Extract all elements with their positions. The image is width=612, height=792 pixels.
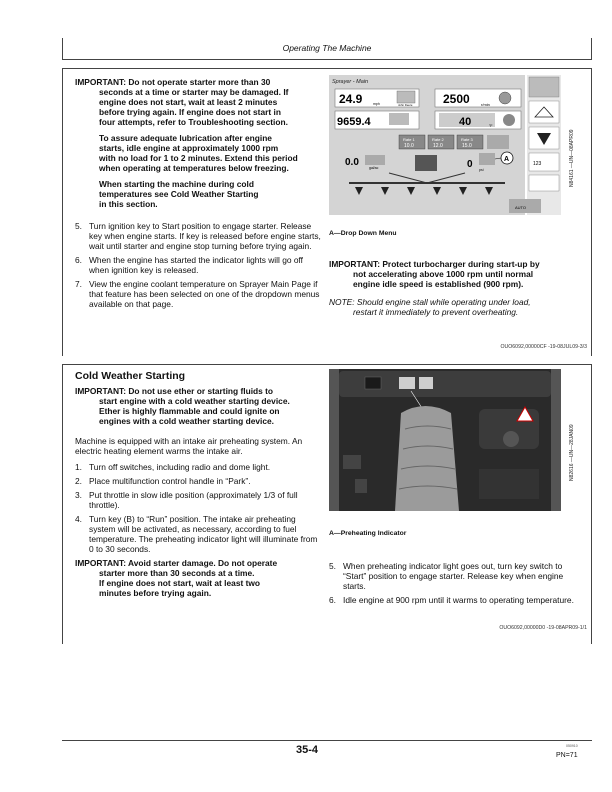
list-item: 6. When the engine has started the indicator lights will go off when ignition key is released. [75, 255, 303, 275]
display-figure [329, 75, 575, 215]
page-header [62, 38, 592, 60]
list-item: 5. When preheating indicator light goes out, turn key switch to “Start” position to engage starter. Release key when engine starts. [329, 561, 564, 591]
page-header-title: Operating The Machine [282, 43, 372, 53]
svg-text:12.0: 12.0 [433, 143, 443, 149]
list-item: 5. Turn ignition key to Start position to engage starter. Release key when engine starts. If key is released before engine starts, wait until starter and engine stop turning before trying again. [75, 221, 321, 251]
speed-unit: mph [373, 102, 380, 106]
auto-button-label: AUTO [515, 205, 527, 210]
steps-list [75, 221, 321, 309]
svg-text:Rate 1: Rate 1 [403, 137, 415, 142]
list-item: 2. Place multifunction control handle in “Park”. [75, 476, 251, 486]
tools-icon [529, 175, 559, 191]
rate-icon [365, 155, 385, 165]
right-column [329, 369, 585, 609]
figure-code: N82616 —UN—28JAN09 [569, 424, 575, 481]
temp-readout: 40 [459, 116, 472, 128]
doc-code: OUO6092,00000D0 -19-08APR09-1/1 [499, 625, 587, 631]
temp-unit: °F [489, 124, 493, 128]
list-item: 1. Turn off switches, including radio and dome light. [75, 462, 271, 472]
preheat-figure [329, 369, 575, 511]
dropdown-menu-icon [479, 153, 495, 165]
list-item: 6. Idle engine at 900 rpm until it warms to operating temperature. [329, 595, 574, 605]
home-icon [529, 101, 559, 123]
section-cold-weather-starting [62, 364, 592, 644]
list-item: 7. View the engine coolant temperature on Sprayer Main Page if that feature has been selected on one of the dropdown menus available on that page. [75, 279, 320, 309]
preheating-indicator-icon [399, 377, 415, 389]
important-starter-notice [75, 77, 321, 209]
figure-caption: A—Drop Down Menu [329, 230, 397, 237]
important-turbo-notice: IMPORTANT: Protect turbocharger during start-up by not accelerating above 1000 rpm until normal engine idle speed is established (900 rpm). [329, 259, 540, 289]
rate-readout: 0.0 [345, 157, 359, 168]
section-title: Cold Weather Starting [75, 370, 186, 382]
important-line: seconds at a time or starter may be damaged. If [99, 87, 289, 97]
important-line: when operating at temperatures below freezing. [99, 163, 289, 173]
important-line: When starting the machine during cold [99, 179, 254, 189]
section-starting-engine [62, 68, 592, 356]
important-line: engine does not start, wait at least 2 minutes [99, 97, 278, 107]
steps-list-continued [329, 561, 585, 605]
svg-text:A: A [504, 156, 510, 163]
hourglass-icon [389, 113, 409, 125]
steps-list [75, 462, 321, 554]
left-column [75, 371, 321, 603]
note-stall: NOTE: Should engine stall while operating under load, restart it immediately to prevent overheating. [329, 297, 531, 317]
brand-name: John Deere [398, 103, 413, 107]
tractor-icon [529, 77, 559, 97]
important-line: To assure adequate lubrication after engine [99, 133, 272, 143]
page-number: 35-4 [296, 744, 319, 756]
footer-divider [62, 740, 592, 741]
svg-text:Rate 2: Rate 2 [432, 137, 444, 142]
svg-text:15.0: 15.0 [462, 143, 472, 149]
figure-code: N84161 —UN—08APR09 [569, 129, 575, 187]
important-line: four attempts, refer to Troubleshooting section. [99, 117, 288, 127]
rpm-unit: r/min [481, 102, 490, 107]
page-pn: PN=71 [556, 752, 578, 759]
left-column [75, 77, 321, 313]
pressure-readout: 0 [467, 159, 473, 170]
svg-text:10.0: 10.0 [404, 143, 414, 149]
figure-caption: A—Preheating Indicator [329, 530, 407, 537]
hours-readout: 9659.4 [337, 116, 371, 128]
engine-icon [499, 92, 511, 104]
speed-readout: 24.9 [339, 92, 363, 106]
rate-unit: gal/ac [369, 166, 379, 170]
screen-title: Sprayer - Main [332, 79, 369, 85]
important-line: temperatures see Cold Weather Starting [99, 189, 259, 199]
coolant-icon [503, 114, 515, 126]
rpm-readout: 2500 [443, 92, 470, 106]
important-ether-notice: IMPORTANT: Do not use ether or starting fluids to start engine with a cold weather starting device. Ether is highly flammable and could ignite on engines with a cold weather starting device. [75, 386, 290, 426]
console-photo-illustration [329, 369, 561, 511]
list-item: 4. Turn key (B) to “Run” position. The intake air preheating system will be activated, as necessary, according to fuel temperature. The preheating indicator light will illuminate from 0 to 30 seconds. [75, 514, 318, 554]
important-lead: IMPORTANT: Do not operate starter more than 30 [75, 77, 271, 87]
list-item: 3. Put throttle in slow idle position (approximately 1/3 of full throttle). [75, 490, 298, 510]
important-line: starts, idle engine at approximately 1000 rpm [99, 143, 279, 153]
right-column [329, 75, 585, 317]
intro-paragraph: Machine is equipped with an intake air preheating system. An electric heating element warms the intake air. [75, 436, 303, 456]
important-line: in this section. [99, 199, 158, 209]
tank-icon [415, 155, 437, 171]
svg-text:Rate 3: Rate 3 [461, 137, 473, 142]
pages-icon: 123 [533, 161, 542, 167]
display-screen-illustration [329, 75, 561, 215]
pressure-unit: psi [479, 168, 484, 172]
important-line: with no load for 1 to 2 minutes. Extend this period [99, 153, 298, 163]
important-starter-damage-notice: IMPORTANT: Avoid starter damage. Do not operate starter more than 30 seconds at a time. If engine does not start, wait at least two minutes before trying again. [75, 558, 278, 598]
important-line: before trying again. If engine does not start in [99, 107, 281, 117]
brand-logo-icon [397, 91, 415, 103]
doc-code: OUO6092,00000CF -19-08JUL09-3/3 [500, 344, 587, 350]
footer-code: 050910 [566, 744, 578, 748]
